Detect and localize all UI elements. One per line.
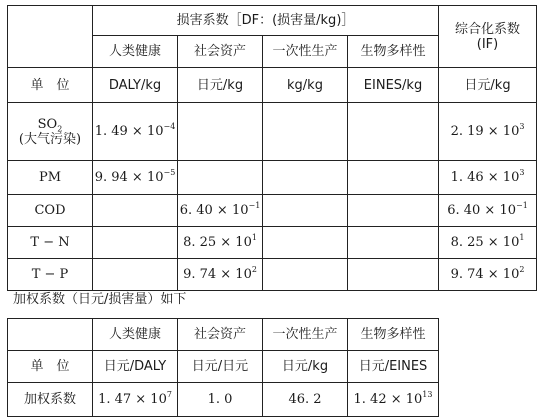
units-row [8,351,537,383]
if-header-line2: (IF) [476,36,499,52]
value-cell: 1. $49 \times 10^{-4}$ [93,103,178,161]
col-header-human-health: 人类健康 [93,319,178,351]
value-cell: 6. $40 \times 10^{-1}$ [439,195,537,227]
damage-factor-group-header: 损害系数［DF：(损害量/kg)］ [93,6,439,36]
value-cell: 8. $25 \times 10^1$ [439,227,537,259]
value-cell [348,227,439,259]
table-row [8,103,537,161]
col-header-primary-production: 一次性生产 [263,36,348,68]
value-cell [263,161,348,195]
table-row [8,259,537,291]
weighting-factor-table [7,318,537,417]
col-header-biodiversity: 生物多样性 [348,319,439,351]
value-cell [263,227,348,259]
unit-cell: 日元/kg [439,68,537,103]
value-cell [93,259,178,291]
value-cell [348,195,439,227]
substance-label: T − N [8,227,93,259]
unit-row-label: 单 位 [8,351,93,383]
value-cell [348,103,439,161]
damage-factor-table [7,5,537,291]
col-header-social-assets: 社会资产 [178,36,263,68]
value-cell: 1. $46 \times 10^3$ [439,161,537,195]
weight-cell: 1. $42 \times 10^{13}$ [348,383,439,417]
value-cell: 2. $19 \times 10^3$ [439,103,537,161]
table-row [8,227,537,259]
unit-row-label: 单 位 [8,68,93,103]
col-header-primary-production: 一次性生产 [263,319,348,351]
value-cell [348,259,439,291]
col-header-human-health: 人类健康 [93,36,178,68]
value-cell [93,195,178,227]
unit-cell: EINES/kg [348,68,439,103]
weight-cell: 46. 2 [263,383,348,417]
value-cell [178,103,263,161]
unit-cell: 日元/DALY [93,351,178,383]
substance-label: PM [8,161,93,195]
value-cell [178,161,263,195]
value-cell [93,227,178,259]
unit-cell: DALY/kg [93,68,178,103]
weight-row-label: 加权系数 [8,383,93,417]
unit-cell: 日元/日元 [178,351,263,383]
unit-cell: 日元/EINES [348,351,439,383]
value-cell: 9. $94 \times 10^{-5}$ [93,161,178,195]
value-cell: 9. $74 \times 10^2$ [439,259,537,291]
if-header-line1: 综合化系数 [454,21,520,37]
unit-cell: kg/kg [263,68,348,103]
units-row [8,68,537,103]
weighting-caption: 加权系数（日元/损害量）如下 [13,292,187,307]
unit-cell: 日元/kg [178,68,263,103]
weights-row [8,383,537,417]
table-row [8,195,537,227]
col-header-social-assets: 社会资产 [178,319,263,351]
corner-cell [8,6,93,68]
value-cell: 9. $74 \times 10^2$ [178,259,263,291]
value-cell: 6. $40 \times 10^{-1}$ [178,195,263,227]
value-cell: 8. $25 \times 10^1$ [178,227,263,259]
empty-space [439,383,537,417]
value-cell [263,259,348,291]
table-row [8,161,537,195]
empty-space [439,351,537,383]
weight-cell: 1. $47 \times 10^7$ [93,383,178,417]
substance-label: $SO_2$ (大气污染) [8,103,93,161]
corner-cell [8,319,93,351]
substance-label: COD [8,195,93,227]
empty-space [439,319,537,351]
substance-label: T − P [8,259,93,291]
value-cell [263,103,348,161]
weight-cell: 1. 0 [178,383,263,417]
value-cell [348,161,439,195]
value-cell [263,195,348,227]
integration-factor-header [439,6,537,68]
col-header-biodiversity: 生物多样性 [348,36,439,68]
unit-cell: 日元/kg [263,351,348,383]
